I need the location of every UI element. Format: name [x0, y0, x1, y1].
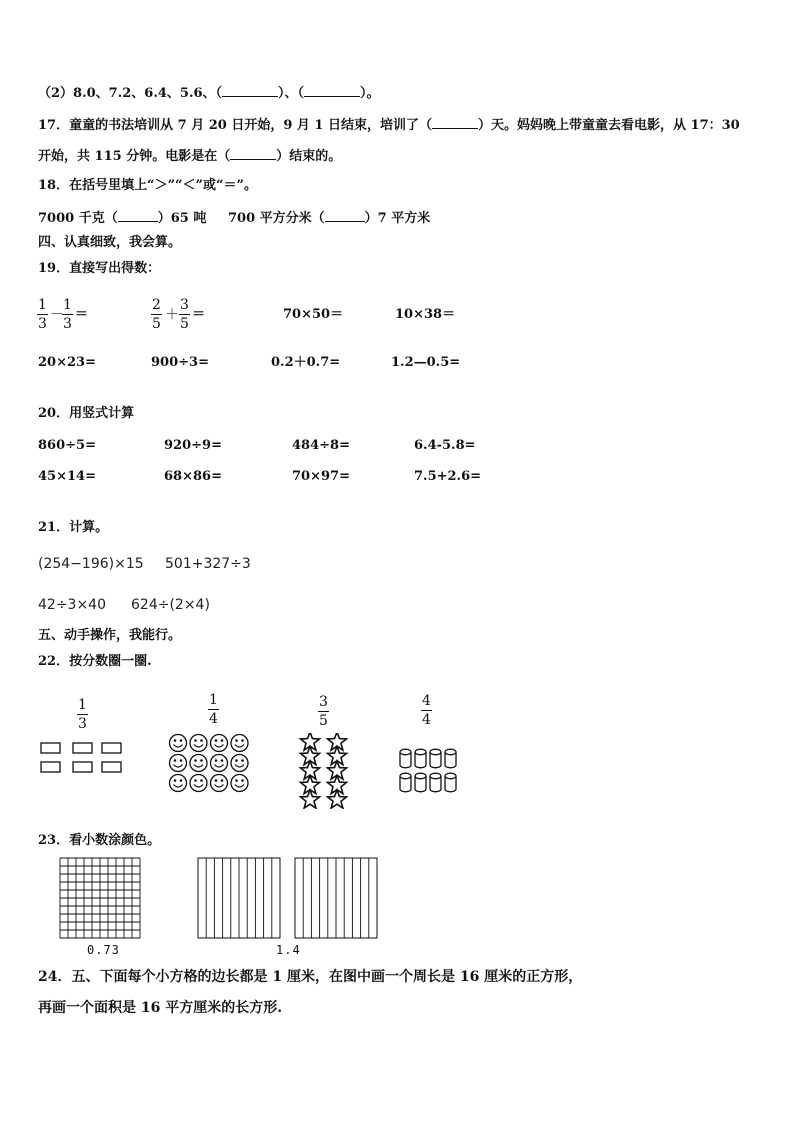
answer-blank[interactable] — [222, 84, 278, 97]
smiley-icon — [211, 735, 228, 752]
hundred-grid[interactable] — [59, 857, 141, 939]
smiley-icon — [211, 755, 228, 772]
q16-separator: ）、（ — [278, 86, 305, 101]
numerator: 1 — [209, 692, 218, 708]
q21-title: 21．计算。 — [38, 520, 109, 535]
denominator: 5 — [180, 316, 189, 332]
star-icon — [327, 790, 346, 808]
q17-text: ）天。妈妈晚上带童童去看电影，从 17：30 — [478, 118, 740, 133]
decimal-label: 0.73 — [87, 943, 120, 957]
q24-line1: 24．五、下面每个小方格的边长都是 1 厘米，在图中画一个周长是 16 厘米的正方形， — [38, 969, 583, 985]
smiley-icon — [170, 755, 187, 772]
denominator: 3 — [38, 316, 47, 332]
q19-expression: 900÷3= — [151, 355, 209, 370]
denominator: 3 — [78, 716, 87, 732]
q20-expression: 920÷9= — [164, 438, 222, 453]
q18-text: 7000 千克（ — [38, 211, 118, 226]
q17-text: 17．童童的书法培训从 7 月 20 日开始，9 月 1 日结束，培训了（ — [38, 118, 432, 133]
q18-item-b — [228, 209, 430, 227]
fraction — [77, 697, 88, 732]
denominator: 4 — [209, 711, 218, 727]
q17-text: ）结束的。 — [276, 149, 342, 164]
rectangle-group — [40, 740, 124, 776]
operator: ＋ — [165, 307, 179, 323]
numerator: 1 — [78, 697, 87, 713]
q19-expression: 0.2＋0.7= — [271, 355, 341, 370]
tenths-strip-grid[interactable] — [294, 857, 378, 939]
q19-expression: 70×50＝ — [283, 307, 344, 322]
q19-title: 19．直接写出得数： — [38, 261, 161, 276]
fraction — [179, 297, 190, 332]
q19-expression: 20×23= — [38, 355, 96, 370]
q16-part2 — [38, 84, 380, 102]
q17-line1 — [38, 116, 740, 134]
q22-title: 22．按分数圈一圈. — [38, 654, 152, 669]
section-heading-5: 五、动手操作，我能行。 — [38, 628, 182, 643]
cylinder-group — [397, 746, 461, 798]
fraction — [62, 297, 73, 332]
fraction — [151, 297, 162, 332]
answer-blank[interactable] — [230, 147, 276, 160]
numerator: 1 — [63, 297, 72, 313]
cylinder-icon — [400, 773, 411, 792]
denominator: 3 — [63, 316, 72, 332]
q20-expression: 70×97= — [292, 469, 350, 484]
q18-item-a — [38, 209, 206, 227]
operator: － — [50, 307, 64, 323]
cylinder-icon — [445, 773, 456, 792]
rectangle-icon — [73, 762, 92, 772]
q18-text: 700 平方分米（ — [228, 211, 325, 226]
q24-line2: 再画一个面积是 16 平方厘米的长方形. — [38, 1000, 283, 1016]
smiley-icon — [190, 755, 207, 772]
q21-expression: (254−196)×15 — [38, 556, 144, 572]
cylinder-icon — [400, 749, 411, 768]
q17-text: 开始，共 115 分钟。电影是在（ — [38, 149, 231, 164]
q20-title: 20．用竖式计算 — [38, 406, 135, 421]
smiley-icon — [170, 775, 187, 792]
answer-blank[interactable] — [432, 116, 478, 129]
cylinder-icon — [430, 773, 441, 792]
q17-line2 — [38, 147, 341, 165]
q20-expression: 6.4-5.8= — [414, 438, 476, 453]
cylinder-icon — [430, 749, 441, 768]
q20-expression: 68×86= — [164, 469, 222, 484]
numerator: 1 — [38, 297, 47, 313]
smiley-icon — [190, 775, 207, 792]
smiley-icon — [170, 735, 187, 752]
cylinder-icon — [415, 749, 426, 768]
q21-expression: 42÷3×40 — [38, 597, 106, 613]
smiley-icon — [231, 775, 248, 792]
rectangle-icon — [102, 762, 121, 772]
strip-lines — [295, 858, 377, 938]
numerator: 3 — [180, 297, 189, 313]
answer-blank[interactable] — [325, 209, 365, 222]
q19-expression: 1.2—0.5= — [391, 355, 461, 370]
rectangle-icon — [102, 743, 121, 753]
tenths-strip-grid[interactable] — [197, 857, 281, 939]
answer-blank[interactable] — [304, 84, 360, 97]
fraction — [37, 297, 48, 332]
grid-lines — [60, 858, 140, 938]
q21-expression: 501+327÷3 — [165, 556, 251, 572]
q18-text: ）65 吨 — [157, 211, 207, 226]
equals: ＝ — [192, 307, 206, 322]
numerator: 4 — [422, 693, 431, 709]
decimal-label: 1.4 — [276, 943, 301, 957]
numerator: 2 — [152, 297, 161, 313]
strip-lines — [198, 858, 280, 938]
cylinder-icon — [445, 749, 456, 768]
rectangle-icon — [73, 743, 92, 753]
fraction — [318, 694, 329, 729]
denominator: 5 — [152, 316, 161, 332]
q20-expression: 860÷5= — [38, 438, 96, 453]
q16-end: ）。 — [360, 86, 380, 101]
fraction — [421, 693, 432, 728]
rectangle-icon — [41, 743, 60, 753]
smiley-group — [168, 733, 252, 793]
denominator: 5 — [319, 713, 328, 729]
star-group — [297, 733, 351, 809]
numerator: 3 — [319, 694, 328, 710]
q18-title: 18．在括号里填上“＞”“＜”或“＝”。 — [38, 178, 257, 193]
smiley-icon — [211, 775, 228, 792]
star-icon — [300, 790, 319, 808]
smiley-icon — [190, 735, 207, 752]
answer-blank[interactable] — [118, 209, 158, 222]
rectangle-icon — [41, 762, 60, 772]
smiley-icon — [231, 735, 248, 752]
denominator: 4 — [422, 712, 431, 728]
equals: ＝ — [75, 307, 89, 322]
q23-title: 23．看小数涂颜色。 — [38, 833, 161, 848]
q18-text: ）7 平方米 — [364, 211, 431, 226]
q20-expression: 7.5+2.6= — [414, 469, 482, 484]
q20-expression: 484÷8= — [292, 438, 350, 453]
section-heading-4: 四、认真细致，我会算。 — [38, 235, 182, 250]
q20-expression: 45×14= — [38, 469, 96, 484]
smiley-icon — [231, 755, 248, 772]
q19-expression: 10×38＝ — [395, 307, 456, 322]
q16-sequence: （2）8.0、7.2、6.4、5.6、（ — [38, 86, 223, 101]
q21-expression: 624÷(2×4) — [131, 597, 210, 613]
cylinder-icon — [415, 773, 426, 792]
fraction — [208, 692, 219, 727]
